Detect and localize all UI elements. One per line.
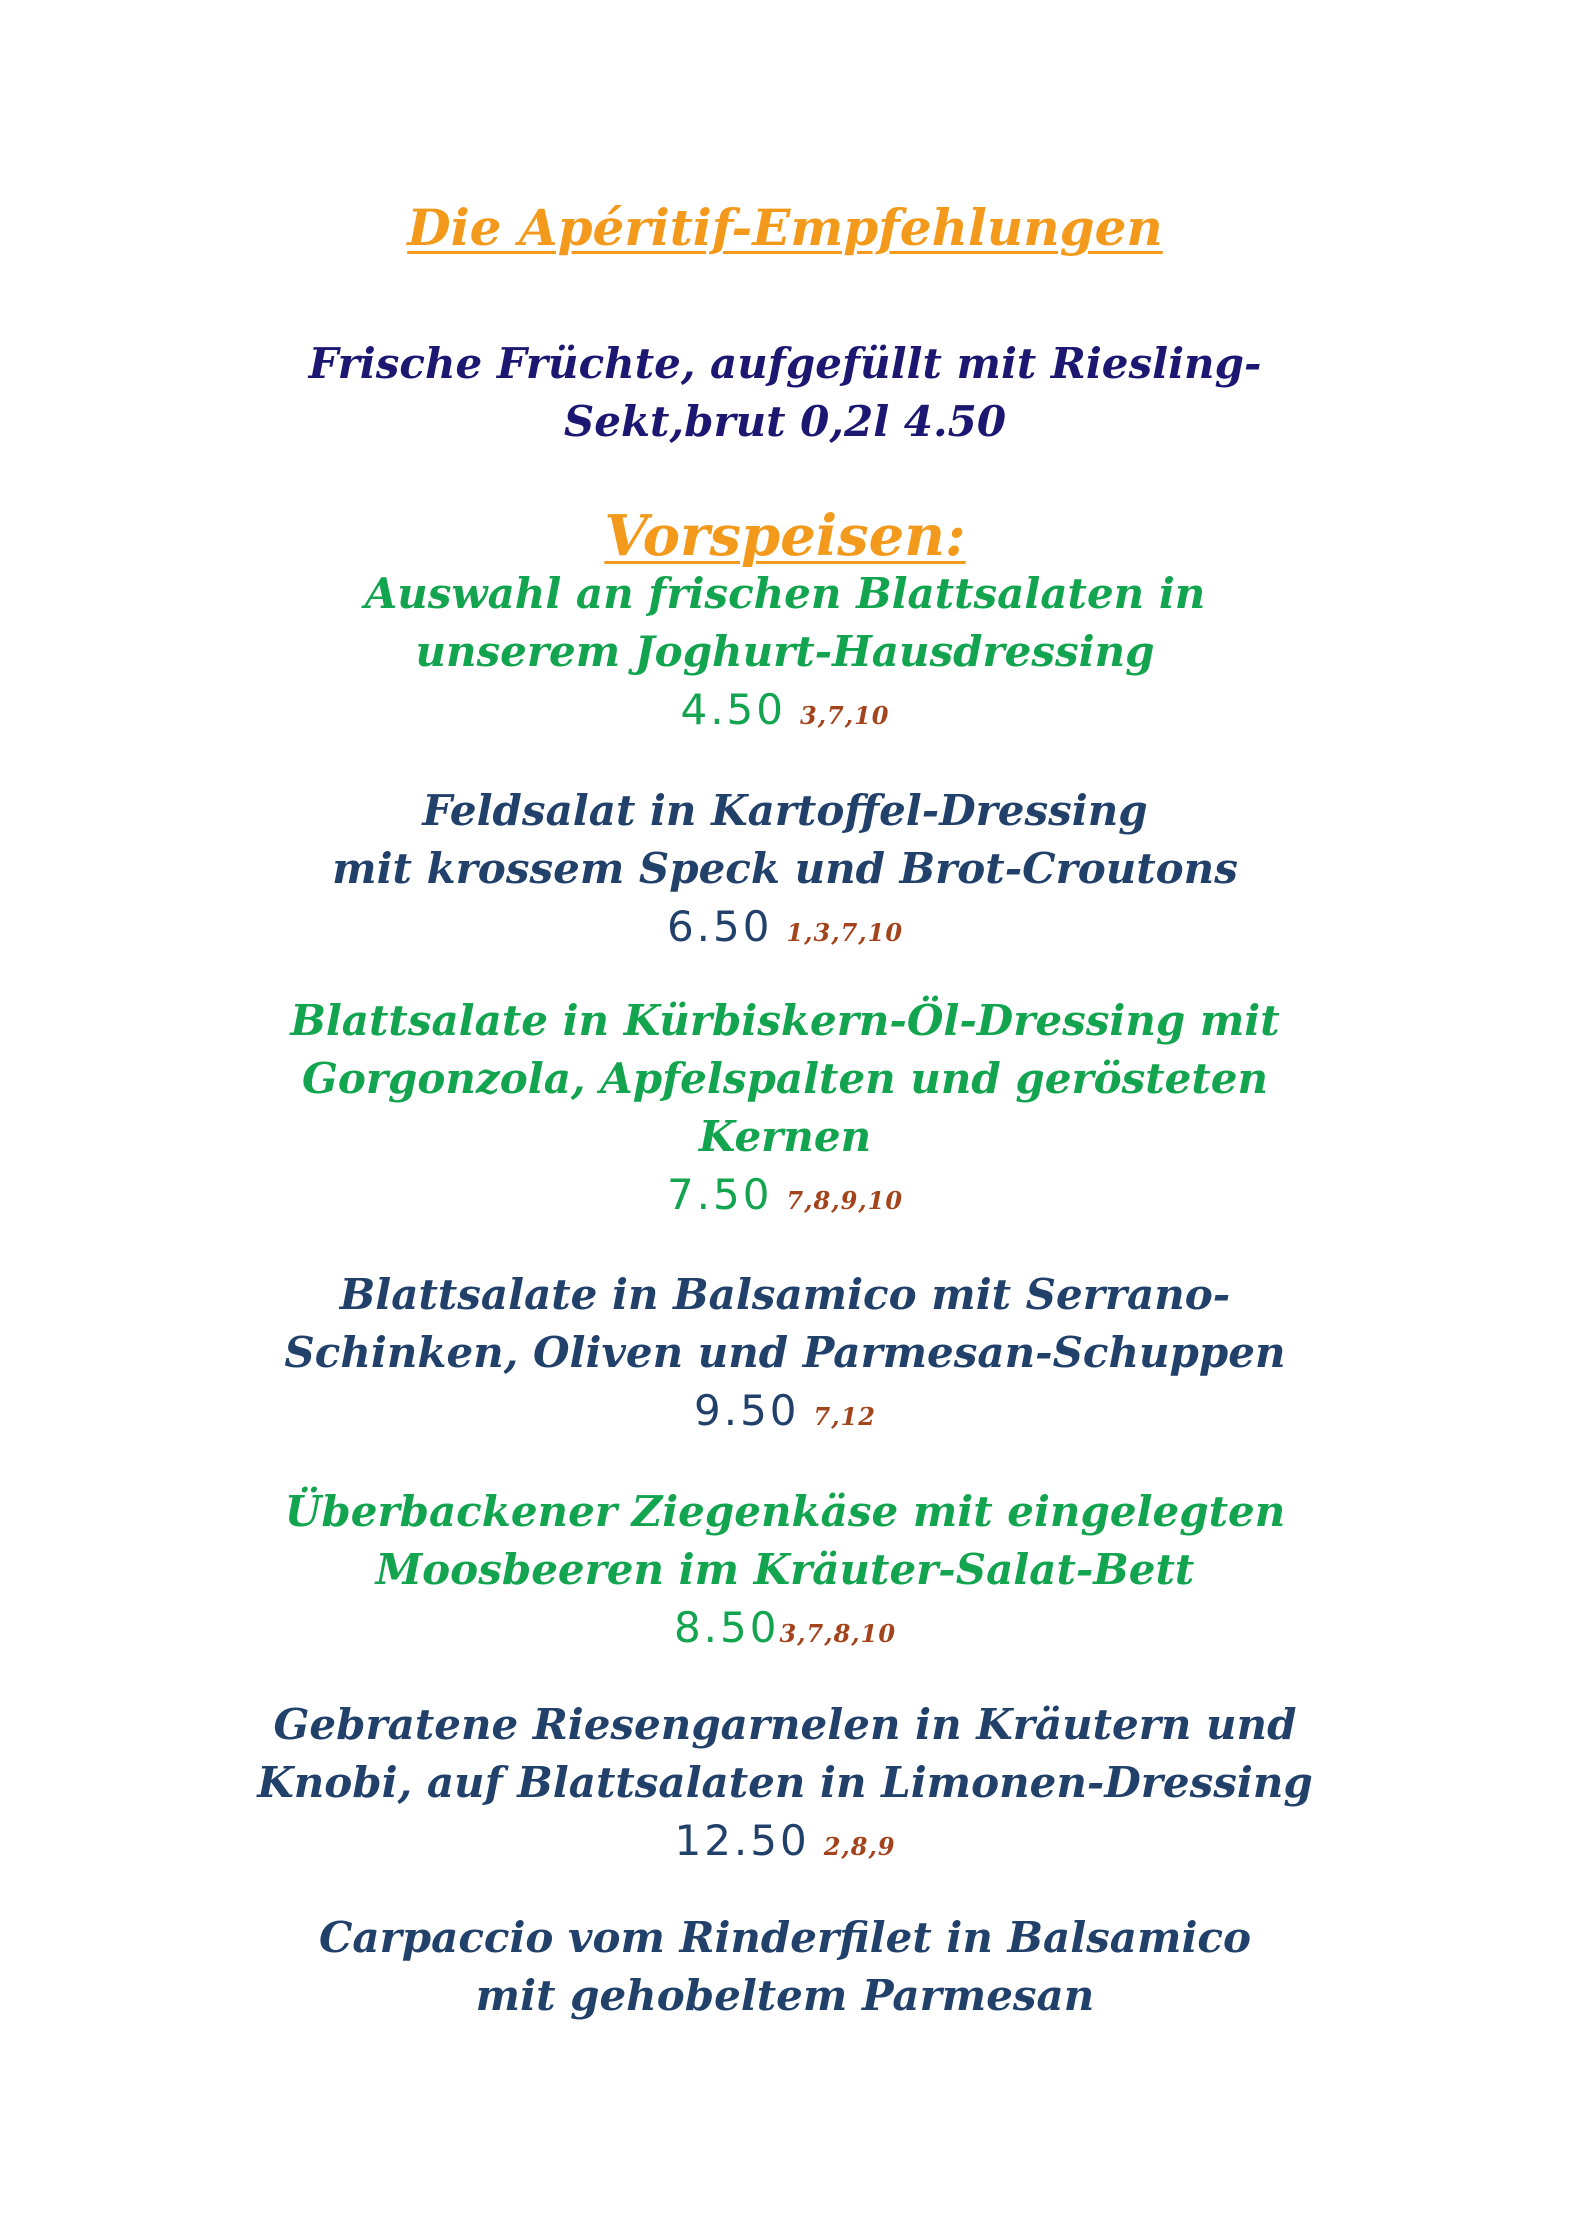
- dish-line: Feldsalat in Kartoffel-Dressing: [422, 786, 1148, 835]
- dish-price-line: [0, 1382, 1570, 1446]
- dish-line: Schinken, Oliven und Parmesan-Schuppen: [284, 1328, 1286, 1377]
- dish-line: Kernen: [698, 1112, 872, 1161]
- dish-price-line: [0, 1599, 1570, 1663]
- dish-line: Moosbeeren im Kräuter-Salat-Bett: [375, 1545, 1195, 1594]
- dish-blattsalate-joghurt: [0, 565, 1570, 745]
- dish-kuerbiskern: [0, 992, 1570, 1230]
- dish-price-line: [0, 898, 1570, 962]
- allergen-codes: 2,8,9: [823, 1832, 896, 1861]
- allergen-codes: 7,12: [813, 1402, 876, 1431]
- dish-price: 8.50: [673, 1603, 780, 1652]
- dish-price-line: [0, 1812, 1570, 1876]
- allergen-codes: 7,8,9,10: [786, 1186, 904, 1215]
- allergen-codes: 3,7,8,10: [779, 1619, 897, 1648]
- dish-line: unserem Joghurt-Hausdressing: [415, 627, 1155, 676]
- aperitif-offer: [0, 335, 1570, 451]
- dish-line: Blattsalate in Balsamico mit Serrano-: [339, 1270, 1231, 1319]
- allergen-codes: 3,7,10: [800, 701, 890, 730]
- dish-line: Knobi, auf Blattsalaten in Limonen-Dressing: [257, 1758, 1313, 1807]
- aperitif-title: Die Apéritif-Empfehlungen: [407, 198, 1163, 257]
- dish-line: Gorgonzola, Apfelspalten und gerösteten: [301, 1054, 1269, 1103]
- allergen-codes: 1,3,7,10: [786, 918, 904, 947]
- dish-price: 4.50: [680, 685, 786, 734]
- dish-line: Blattsalate in Kürbiskern-Öl-Dressing mit: [290, 996, 1280, 1045]
- dish-line: Carpaccio vom Rinderfilet in Balsamico: [318, 1913, 1252, 1962]
- dish-line: mit krossem Speck und Brot-Croutons: [332, 844, 1238, 893]
- dish-feldsalat: [0, 782, 1570, 962]
- dish-carpaccio: [0, 1909, 1570, 2025]
- aperitif-line-2: Sekt,brut 0,2l 4.50: [563, 397, 1007, 446]
- dish-price: 6.50: [666, 902, 773, 951]
- dish-price: 12.50: [674, 1816, 810, 1865]
- aperitif-line-1: Frische Früchte, aufgefüllt mit Riesling-: [308, 339, 1262, 388]
- dish-line: Gebratene Riesengarnelen in Kräutern und: [273, 1700, 1297, 1749]
- vorspeisen-title: Vorspeisen:: [604, 503, 966, 569]
- dish-riesengarnelen: [0, 1696, 1570, 1876]
- dish-ziegenkaese: [0, 1483, 1570, 1663]
- dish-line: Auswahl an frischen Blattsalaten in: [364, 569, 1206, 618]
- dish-price-line: [0, 681, 1570, 745]
- dish-balsamico-serrano: [0, 1266, 1570, 1446]
- dish-line: Überbackener Ziegenkäse mit eingelegten: [284, 1487, 1286, 1536]
- dish-line: mit gehobeltem Parmesan: [475, 1971, 1095, 2020]
- dish-price: 9.50: [694, 1386, 800, 1435]
- dish-price: 7.50: [666, 1170, 773, 1219]
- dish-price-line: [0, 1166, 1570, 1230]
